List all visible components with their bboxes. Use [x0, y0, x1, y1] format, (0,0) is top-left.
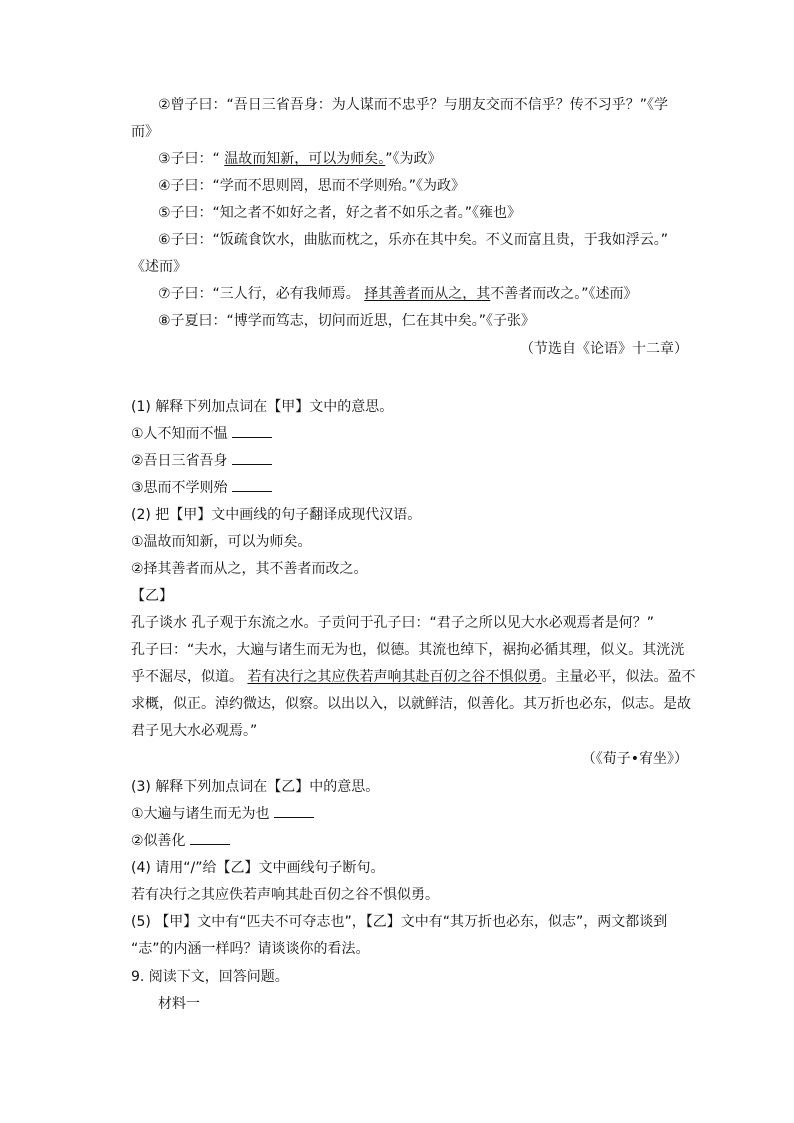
answer-blank[interactable]	[274, 805, 314, 818]
analects-item-7-pre: ⑦子曰：“三人行，必有我师焉。	[158, 286, 365, 302]
analects-item-3-post: ”《为政》	[385, 151, 442, 167]
analects-item-3	[158, 149, 442, 169]
q1-item-b-text: ②吾日三省吾身	[131, 453, 228, 469]
q1-item-c	[131, 478, 272, 498]
q1-item-c-text: ③思而不学则殆	[131, 480, 228, 496]
answer-blank[interactable]	[232, 452, 272, 465]
answer-blank[interactable]	[232, 479, 272, 492]
analects-item-5: ⑤子曰：“知之者不如好之者，好之者不如乐之者。”《雍也》	[158, 205, 522, 221]
yi-line-3-underlined: 若有决行之其应佚若声响其赴百仞之谷不惧似勇	[247, 669, 542, 685]
q3-item-a	[131, 804, 314, 824]
q4-title: (4) 请用“/”给【乙】文中画线句子断句。	[131, 860, 385, 876]
analects-item-3-pre: ③子曰：“	[158, 151, 225, 167]
q2-item-a: ①温故而知新，可以为师矣。	[131, 534, 312, 550]
analects-item-4: ④子曰：“学而不思则罔，思而不学则殆。”《为政》	[158, 178, 466, 194]
q3-item-b	[131, 831, 230, 851]
yi-line-3-post: 。主量必平，似法。盈不	[541, 669, 696, 685]
q9-title: 9. 阅读下文，回答问题。	[131, 969, 289, 985]
yi-line-3-pre: 乎不淈尽，似道。	[131, 669, 248, 685]
q1-title: (1) 解释下列加点词在【甲】文中的意思。	[131, 399, 394, 415]
answer-blank[interactable]	[232, 425, 272, 438]
q2-item-b: ②择其善者而从之，其不善者而改之。	[131, 561, 368, 577]
yi-line-2: 孔子曰：“夫水，大遍与诸生而无为也，似德。其流也绰下，裾拘必循其理，似义。其洸洸	[131, 642, 685, 658]
q4-text: 若有决行之其应佚若声响其赴百仞之谷不惧似勇。	[131, 887, 439, 903]
answer-blank[interactable]	[190, 832, 230, 845]
analects-item-8: ⑧子夏曰：“博学而笃志，切问而近思，仁在其中矣。”《子张》	[158, 313, 536, 329]
analects-item-6-line-2: 《述而》	[131, 259, 187, 275]
q1-item-b	[131, 451, 272, 471]
q2-title: (2) 把【甲】文中画线的句子翻译成现代汉语。	[131, 507, 422, 523]
analects-item-7-post: 不善者而改之。”《述而》	[490, 286, 638, 302]
q1-item-a	[131, 424, 272, 444]
analects-item-7	[158, 284, 638, 304]
yi-label: 【乙】	[131, 588, 173, 604]
analects-item-2-line-1: ②曾子曰：“吾日三省吾身：为人谋而不忠乎？与朋友交而不信乎？传不习乎？”《学	[158, 97, 669, 113]
q5-line-2: “志”的内涵一样吗？请谈谈你的看法。	[131, 941, 370, 957]
yi-source: （《荀子•宥坐》）	[581, 751, 688, 767]
yi-line-3	[131, 667, 695, 687]
analects-item-3-underlined: 温故而知新，可以为师矣。	[224, 151, 386, 167]
yi-line-4: 求概，似正。淖约微达，似察。以出以入，以就鲜洁，似善化。其万折也必东，似志。是故	[131, 696, 691, 712]
yi-line-1: 孔子谈水 孔子观于东流之水。子贡问于孔子曰：“君子之所以见大水必观焉者是何？”	[131, 615, 654, 631]
analects-item-2-line-2: 而》	[131, 124, 159, 140]
q3-item-b-text: ②似善化	[131, 833, 186, 849]
q3-item-a-text: ①大遍与诸生而无为也	[131, 806, 270, 822]
analects-item-7-underlined: 择其善者而从之，其	[364, 286, 491, 302]
analects-item-6-line-1: ⑥子曰：“饭疏食饮水，曲肱而枕之，乐亦在其中矣。不义而富且贵，于我如浮云。”	[158, 232, 669, 248]
analects-source: （节选自《论语》十二章）	[520, 341, 688, 357]
q5-line-1: (5) 【甲】文中有“匹夫不可夺志也”，【乙】文中有“其万折也必东，似志”，两文都谈到	[131, 914, 668, 930]
q1-item-a-text: ①人不知而不愠	[131, 426, 228, 442]
q9-material: 材料一	[158, 996, 200, 1012]
yi-line-5: 君子见大水必观焉。”	[131, 723, 258, 739]
q3-title: (3) 解释下列加点词在【乙】中的意思。	[131, 779, 380, 795]
